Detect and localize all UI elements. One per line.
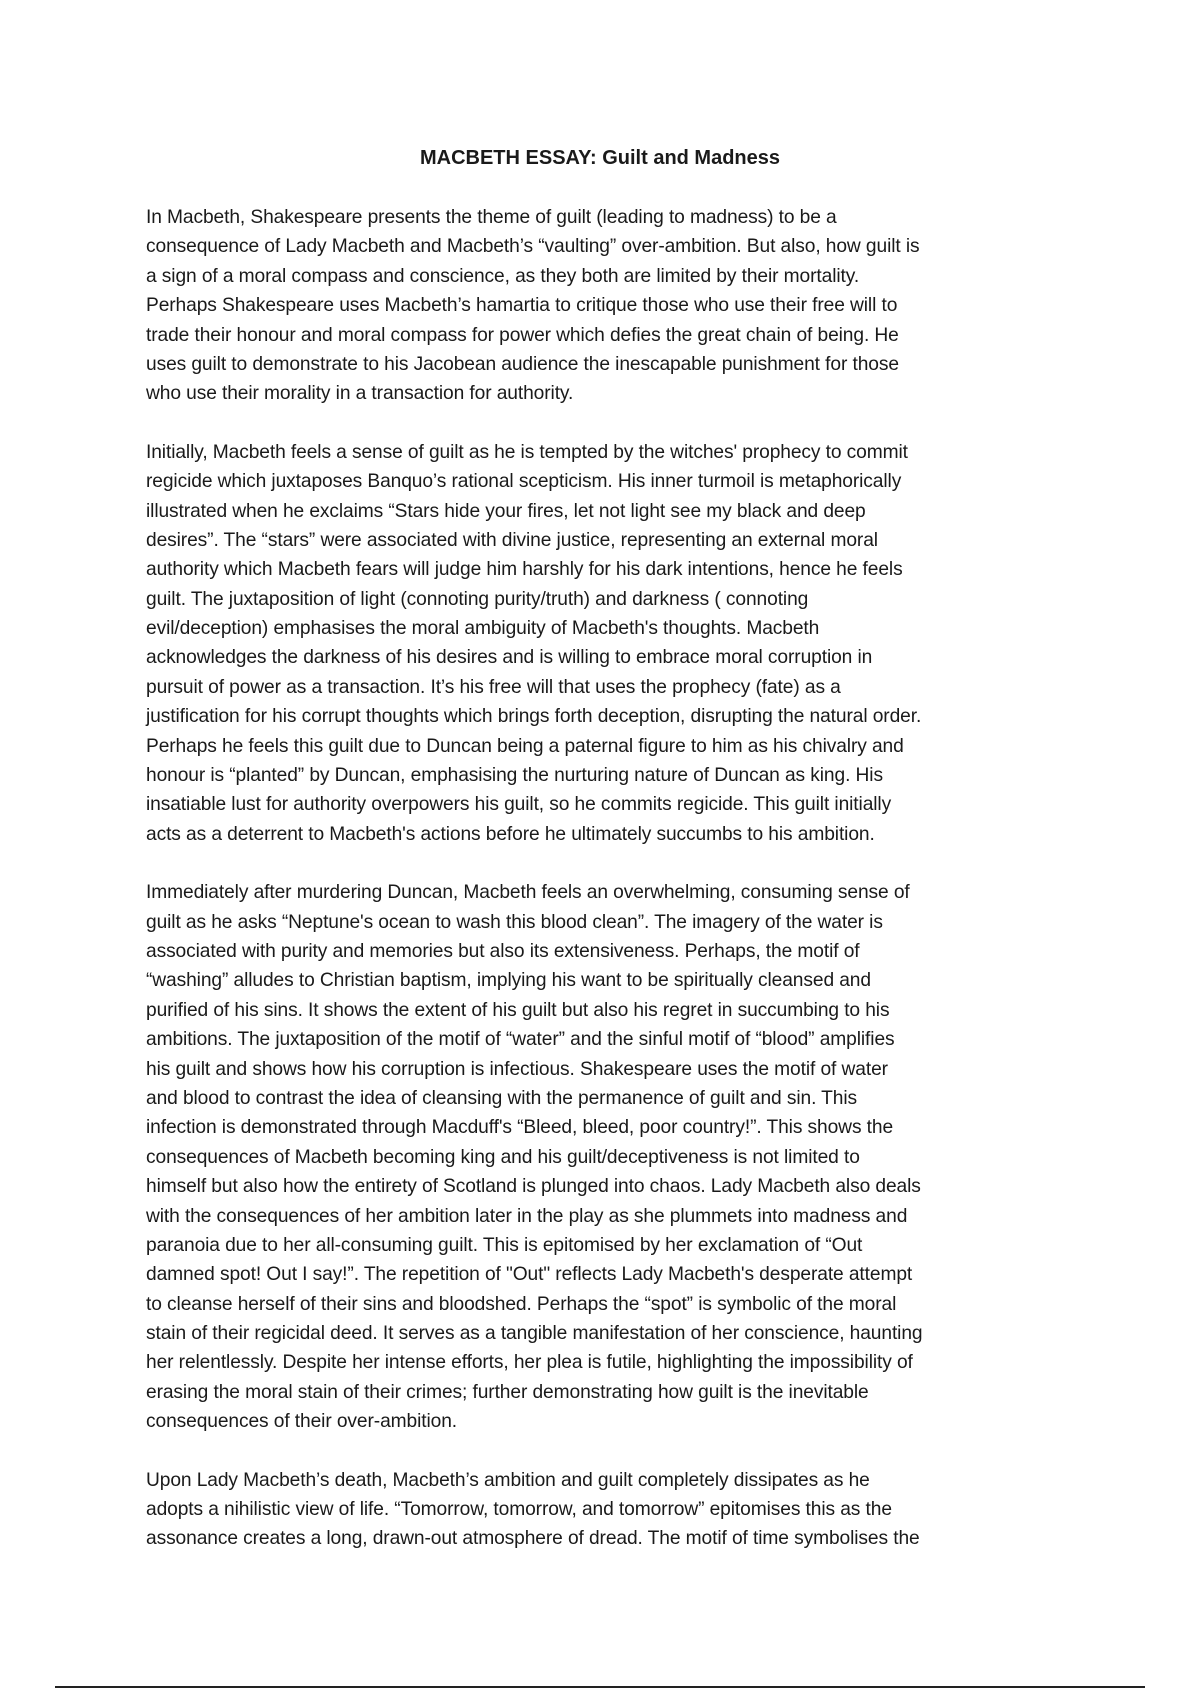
paragraph-line: Initially, Macbeth feels a sense of guilt as he is tempted by the witches' prophecy to commit: [146, 441, 908, 463]
paragraph-line: Perhaps he feels this guilt due to Duncan being a paternal figure to him as his chivalry and: [146, 735, 904, 757]
essay-paragraph: [146, 438, 1066, 849]
paragraph-line: acts as a deterrent to Macbeth's actions before he ultimately succumbs to his ambition.: [146, 823, 875, 845]
paragraph-line: erasing the moral stain of their crimes; further demonstrating how guilt is the inevitable: [146, 1381, 869, 1403]
paragraph-line: consequences of Macbeth becoming king and his guilt/deceptiveness is not limited to: [146, 1146, 860, 1168]
paragraph-line: illustrated when he exclaims “Stars hide your fires, let not light see my black and deep: [146, 500, 866, 522]
paragraph-line: Upon Lady Macbeth’s death, Macbeth’s ambition and guilt completely dissipates as he: [146, 1469, 870, 1491]
paragraph-line: and blood to contrast the idea of cleansing with the permanence of guilt and sin. This: [146, 1087, 858, 1109]
paragraph-line: infection is demonstrated through Macduff's “Bleed, bleed, poor country!”. This shows the: [146, 1117, 894, 1139]
paragraph-line: evil/deception) emphasises the moral ambiguity of Macbeth's thoughts. Macbeth: [146, 618, 820, 640]
paragraph-line: consequence of Lady Macbeth and Macbeth’s “vaulting” over-ambition. But also, how guilt is: [146, 236, 920, 258]
paragraph-line: paranoia due to her all-consuming guilt. This is epitomised by her exclamation of “Out: [146, 1234, 863, 1256]
paragraph-line: his guilt and shows how his corruption is infectious. Shakespeare uses the motif of water: [146, 1058, 888, 1080]
paragraph-line: In Macbeth, Shakespeare presents the theme of guilt (leading to madness) to be a: [146, 207, 837, 228]
paragraph-line: pursuit of power as a transaction. It’s his free will that uses the prophecy (fate) as a: [146, 676, 841, 698]
paragraph-line: Immediately after murdering Duncan, Macbeth feels an overwhelming, consuming sense of: [146, 882, 910, 904]
paragraph-line: “washing” alludes to Christian baptism, implying his want to be spiritually cleansed and: [146, 970, 871, 992]
paragraph-line: guilt as he asks “Neptune's ocean to wash this blood clean”. The imagery of the water is: [146, 911, 883, 933]
essay-paragraph: [146, 203, 1066, 409]
paragraph-line: Perhaps Shakespeare uses Macbeth’s hamartia to critique those who use their free will to: [146, 295, 898, 317]
essay-paragraph: [146, 878, 1066, 1436]
paragraph-line: damned spot! Out I say!”. The repetition of "Out" reflects Lady Macbeth's desperate attempt: [146, 1264, 913, 1286]
paragraph-line: to cleanse herself of their sins and bloodshed. Perhaps the “spot” is symbolic of the moral: [146, 1293, 897, 1315]
paragraph-line: purified of his sins. It shows the extent of his guilt but also his regret in succumbing to his: [146, 999, 890, 1021]
essay-paragraph: [146, 1466, 1066, 1554]
paragraph-line: adopts a nihilistic view of life. “Tomorrow, tomorrow, and tomorrow” epitomises this as the: [146, 1499, 892, 1521]
paragraph-line: himself but also how the entirety of Scotland is plunged into chaos. Lady Macbeth also deals: [146, 1176, 921, 1198]
paragraph-line: a sign of a moral compass and conscience, as they both are limited by their mortality.: [146, 265, 860, 287]
paragraph-line: consequences of their over-ambition.: [146, 1411, 458, 1433]
paragraph-line: assonance creates a long, drawn-out atmosphere of dread. The motif of time symbolises the: [146, 1528, 920, 1550]
paragraph-line: uses guilt to demonstrate to his Jacobean audience the inescapable punishment for those: [146, 353, 899, 375]
paragraph-line: desires”. The “stars” were associated with divine justice, representing an external moral: [146, 529, 878, 551]
paragraph-line: justification for his corrupt thoughts which brings forth deception, disrupting the natural order.: [146, 706, 922, 728]
paragraph-line: insatiable lust for authority overpowers his guilt, so he commits regicide. This guilt initially: [146, 794, 892, 816]
footer-divider: [55, 1686, 1145, 1688]
paragraph-line: trade their honour and moral compass for power which defies the great chain of being. He: [146, 324, 899, 346]
paragraph-line: her relentlessly. Despite her intense efforts, her plea is futile, highlighting the impossibility of: [146, 1352, 913, 1374]
paragraph-line: who use their morality in a transaction for authority.: [146, 383, 574, 405]
paragraph-line: regicide which juxtaposes Banquo’s rational scepticism. His inner turmoil is metaphorically: [146, 471, 902, 493]
paragraph-line: with the consequences of her ambition later in the play as she plummets into madness and: [146, 1205, 908, 1227]
paragraph-line: honour is “planted” by Duncan, emphasising the nurturing nature of Duncan as king. His: [146, 765, 883, 787]
paragraph-line: associated with purity and memories but also its extensiveness. Perhaps, the motif of: [146, 940, 860, 962]
paragraph-line: acknowledges the darkness of his desires and is willing to embrace moral corruption in: [146, 647, 873, 669]
paragraph-line: guilt. The juxtaposition of light (connoting purity/truth) and darkness ( connoting: [146, 588, 809, 610]
essay-body: [146, 203, 1066, 1583]
paragraph-line: ambitions. The juxtaposition of the motif of “water” and the sinful motif of “blood” amplifies: [146, 1029, 895, 1051]
paragraph-line: stain of their regicidal deed. It serves as a tangible manifestation of her conscience, haunting: [146, 1323, 923, 1345]
essay-title: MACBETH ESSAY: Guilt and Madness: [419, 147, 781, 169]
paragraph-line: authority which Macbeth fears will judge him harshly for his dark intentions, hence he feels: [146, 559, 903, 581]
